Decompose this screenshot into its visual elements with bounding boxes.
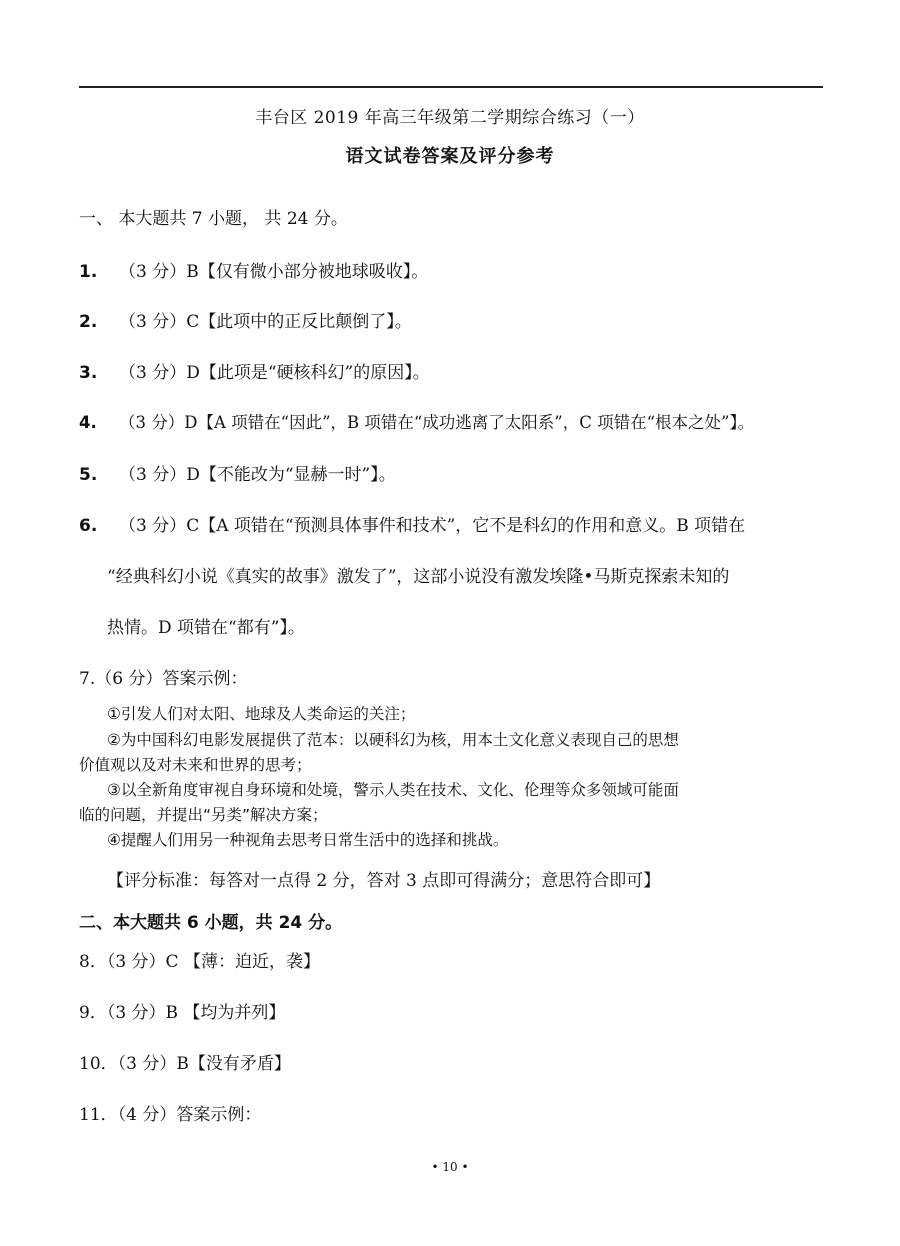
top-rule (79, 86, 823, 88)
item-text: （3 分）C【A 项错在“预测具体事件和技术”，它不是科幻的作用和意义。B 项错在 (119, 516, 746, 536)
item-number: 1. (79, 262, 98, 282)
answer-item-5 (79, 460, 396, 485)
exam-title: 丰台区 2019 年高三年级第二学期综合练习（一） (255, 108, 645, 128)
item-number: 4. (79, 413, 97, 432)
item-text: （3 分）D【此项是“硬核科幻”的原因】。 (119, 363, 430, 383)
answer-item-4 (79, 409, 754, 433)
item7-point-2-continuation: 价值观以及对未来和世界的思考； (79, 756, 312, 774)
item-text: （3 分）B【仅有微小部分被地球吸收】。 (119, 262, 429, 282)
item-number: 2. (79, 312, 98, 332)
answer-item-6 (79, 511, 745, 536)
section1-heading: 一、 本大题共 7 小题， 共 24 分。 (79, 209, 348, 229)
answer-item-6-continuation-2: 热情。D 项错在“都有”】。 (107, 618, 305, 638)
answer-item-8: 8．（3 分）C 【薄：迫近，袭】 (79, 952, 320, 972)
answer-item-1 (79, 257, 428, 282)
document-subtitle: 语文试卷答案及评分参考 (345, 146, 555, 167)
section2-heading: 二、本大题共 6 小题，共 24 分。 (79, 913, 343, 933)
answer-item-9: 9．（3 分）B 【均为并列】 (79, 1003, 286, 1023)
answer-item-6-continuation-1: “经典科幻小说《真实的故事》激发了”，这部小说没有激发埃隆•马斯克探索未知的 (107, 567, 730, 587)
item7-point-3-continuation: 临的问题，并提出“另类”解决方案； (79, 806, 328, 824)
item-number: 5. (79, 465, 98, 485)
item-text: （3 分）D【A 项错在“因此”，B 项错在“成功逃离了太阳系”，C 项错在“根本之处”】。 (119, 413, 755, 432)
item7-point-1: ①引发人们对太阳、地球及人类命运的关注； (107, 705, 416, 723)
answer-item-2 (79, 307, 412, 332)
item-text: （3 分）C【此项中的正反比颠倒了】。 (119, 312, 412, 332)
item-number: 3. (79, 363, 98, 383)
page-number: • 10 • (431, 1160, 469, 1174)
answer-item-10: 10．（3 分）B【没有矛盾】 (79, 1054, 291, 1074)
answer-item-3 (79, 358, 430, 383)
item7-point-2: ②为中国科幻电影发展提供了范本：以硬科幻为核，用本土文化意义表现自己的思想 (107, 731, 679, 749)
item-number: 6. (79, 516, 98, 536)
scoring-criteria: 【评分标准：每答对一点得 2 分，答对 3 点即可得满分；意思符合即可】 (107, 871, 661, 891)
item7-point-3: ③以全新角度审视自身环境和处境，警示人类在技术、文化、伦理等众多领域可能面 (107, 781, 679, 799)
item7-point-4: ④提醒人们用另一种视角去思考日常生活中的选择和挑战。 (107, 831, 509, 849)
answer-item-7-label: 7.（6 分）答案示例： (79, 669, 248, 689)
answer-item-11: 11．（4 分）答案示例： (79, 1105, 262, 1125)
item-text: （3 分）D【不能改为“显赫一时”】。 (119, 465, 396, 485)
